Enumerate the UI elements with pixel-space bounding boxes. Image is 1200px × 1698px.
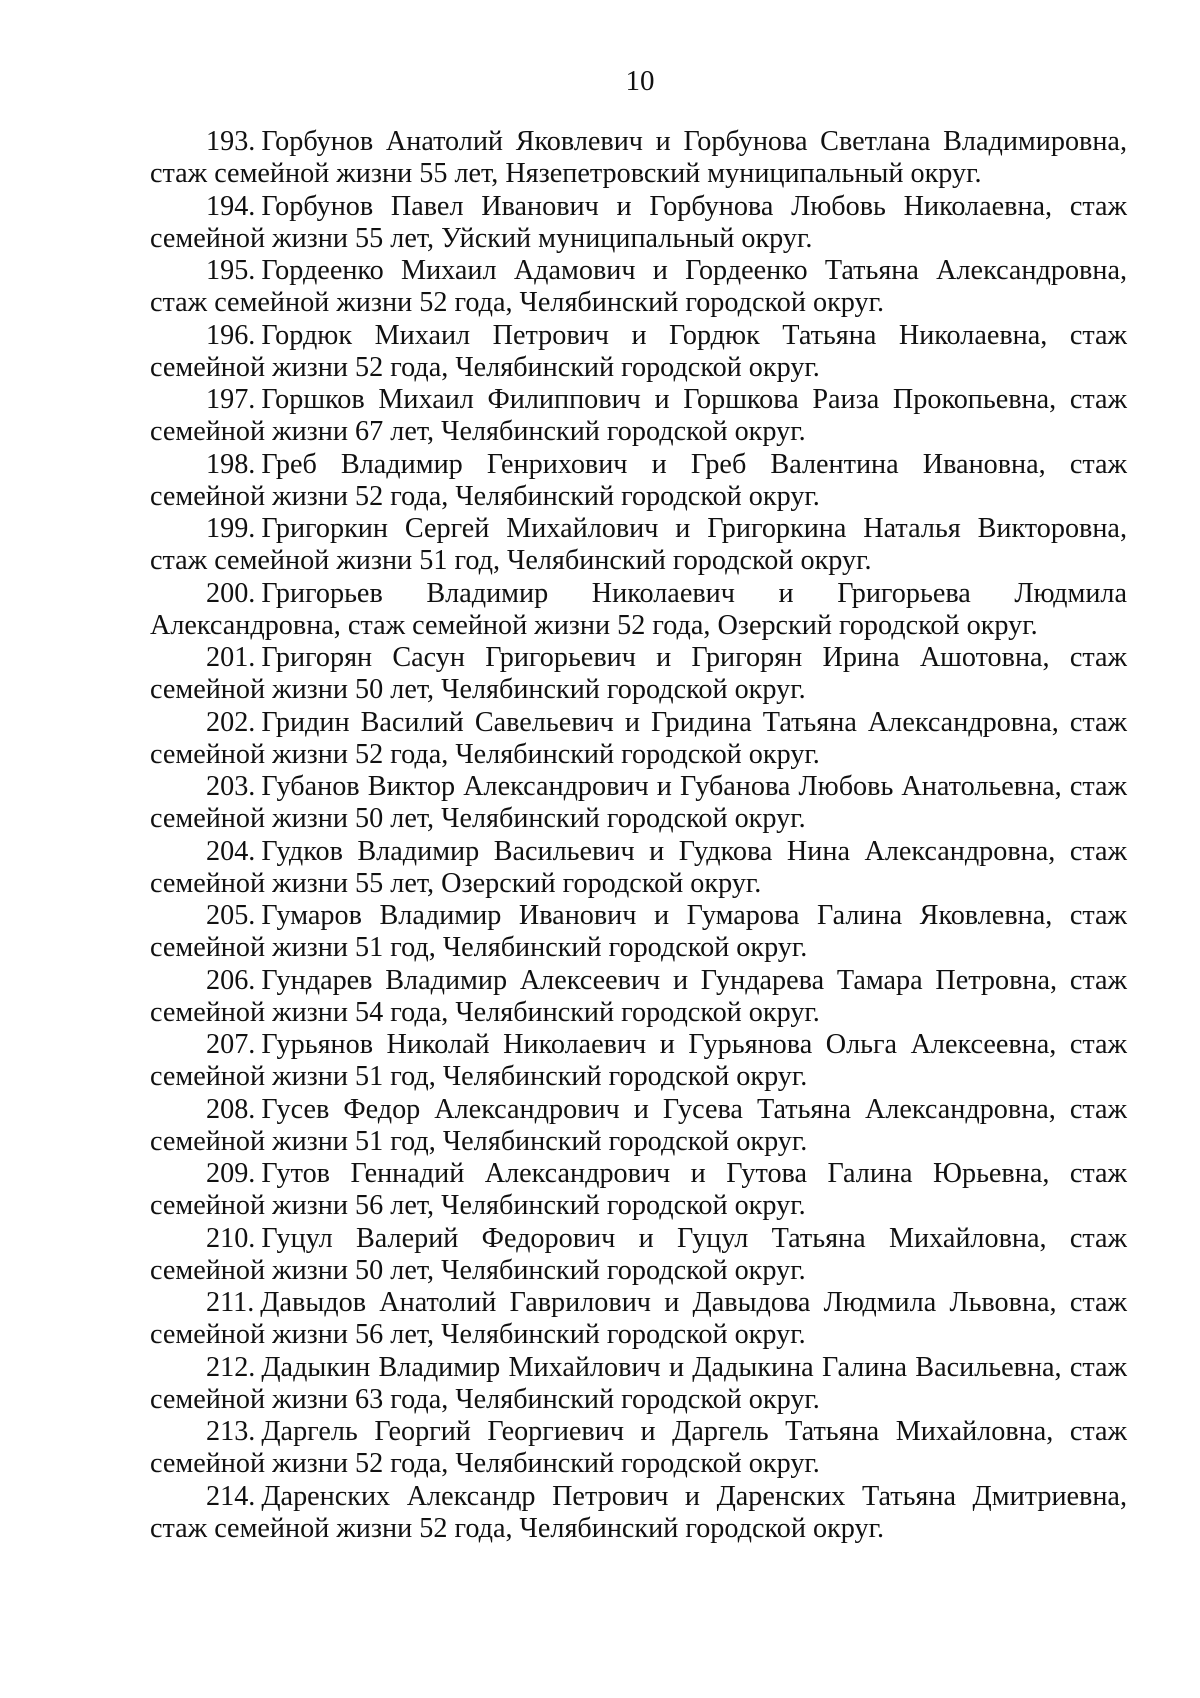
list-item	[150, 1094, 1127, 1158]
list-item	[150, 1287, 1127, 1351]
entry-number: 214.	[206, 1480, 256, 1512]
entry-number: 195.	[206, 255, 256, 286]
entry-number: 210.	[206, 1222, 256, 1254]
list-item	[150, 191, 1127, 255]
entry-text: Гордюк Михаил Петрович и Гордюк Татьяна Николаевна, стаж семейной жизни 52 года, Челябинский городской округ.	[150, 319, 1127, 383]
entry-number: 196.	[206, 319, 256, 351]
entry-text: Гутов Геннадий Александрович и Гутова Галина Юрьевна, стаж семейной жизни 56 лет, Челябинский городской округ.	[150, 1158, 1127, 1221]
list-item	[150, 965, 1127, 1029]
entry-text: Горшков Михаил Филиппович и Горшкова Раиза Прокопьевна, стаж семейной жизни 67 лет, Челябинский городской округ.	[150, 384, 1127, 447]
entry-number: 212.	[206, 1351, 256, 1383]
entry-text: Гридин Василий Савельевич и Гридина Татьяна Александровна, стаж семейной жизни 52 года, Челябинский городской округ.	[150, 706, 1127, 770]
entry-text: Горбунов Павел Иванович и Горбунова Любовь Николаевна, стаж семейной жизни 55 лет, Уйский муниципальный округ.	[150, 190, 1127, 254]
list-item	[150, 771, 1127, 835]
list-item	[150, 255, 1127, 319]
entry-text: Гундарев Владимир Алексеевич и Гундарева Тамара Петровна, стаж семейной жизни 54 года, Челябинский городской округ.	[150, 964, 1127, 1028]
entry-text: Гумаров Владимир Иванович и Гумарова Галина Яковлевна, стаж семейной жизни 51 год, Челябинский городской округ.	[150, 900, 1127, 963]
entry-text: Дадыкин Владимир Михайлович и Дадыкина Галина Васильевна, стаж семейной жизни 63 года, Челябинский городской округ.	[150, 1351, 1127, 1415]
entry-number: 197.	[206, 384, 256, 415]
list-item	[150, 707, 1127, 771]
entry-text: Гурьянов Николай Николаевич и Гурьянова Ольга Алексеевна, стаж семейной жизни 51 год, Челябинский городской округ.	[150, 1029, 1127, 1092]
entry-text: Гудков Владимир Васильевич и Гудкова Нина Александровна, стаж семейной жизни 55 лет, Озерский городской округ.	[150, 835, 1127, 899]
list-item	[150, 836, 1127, 900]
entry-number: 206.	[206, 964, 256, 996]
entry-number: 208.	[206, 1093, 256, 1125]
entry-number: 193.	[206, 126, 256, 157]
entry-number: 209.	[206, 1158, 256, 1189]
entry-text: Григорьев Владимир Николаевич и Григорьева Людмила Александровна, стаж семейной жизни 52 года, Озерский городской округ.	[150, 577, 1127, 641]
entry-list	[150, 126, 1127, 1545]
list-item	[150, 1029, 1127, 1093]
entry-number: 213.	[206, 1416, 256, 1447]
list-item	[150, 1481, 1127, 1545]
entry-text: Гусев Федор Александрович и Гусева Татьяна Александровна, стаж семейной жизни 51 год, Челябинский городской округ.	[150, 1093, 1127, 1157]
list-item	[150, 1416, 1127, 1480]
entry-number: 199.	[206, 513, 256, 544]
list-item	[150, 1223, 1127, 1287]
entry-text: Григорян Сасун Григорьевич и Григорян Ирина Ашотовна, стаж семейной жизни 50 лет, Челябинский городской округ.	[150, 642, 1127, 705]
entry-text: Горбунов Анатолий Яковлевич и Горбунова Светлана Владимировна, стаж семейной жизни 55 лет, Нязепетровский муниципальный округ.	[150, 126, 1127, 189]
entry-number: 205.	[206, 900, 256, 931]
page-number: 10	[625, 65, 655, 97]
list-item	[150, 126, 1127, 190]
list-item	[150, 578, 1127, 642]
entry-number: 204.	[206, 835, 256, 867]
entry-number: 201.	[206, 642, 256, 673]
list-item	[150, 900, 1127, 964]
list-item	[150, 1158, 1127, 1222]
entry-text: Даренских Александр Петрович и Даренских Татьяна Дмитриевна, стаж семейной жизни 52 года, Челябинский городской округ.	[150, 1480, 1127, 1544]
entry-number: 203.	[206, 771, 256, 802]
entry-number: 211.	[206, 1287, 255, 1318]
entry-text: Давыдов Анатолий Гаврилович и Давыдова Людмила Львовна, стаж семейной жизни 56 лет, Челябинский городской округ.	[150, 1287, 1127, 1350]
list-item	[150, 384, 1127, 448]
list-item	[150, 513, 1127, 577]
entry-number: 207.	[206, 1029, 256, 1060]
entry-text: Даргель Георгий Георгиевич и Даргель Татьяна Михайловна, стаж семейной жизни 52 года, Челябинский городской округ.	[150, 1416, 1127, 1479]
list-item	[150, 449, 1127, 513]
entry-number: 198.	[206, 448, 256, 480]
entry-number: 200.	[206, 577, 256, 609]
list-item	[150, 642, 1127, 706]
list-item	[150, 320, 1127, 384]
entry-text: Гордеенко Михаил Адамович и Гордеенко Татьяна Александровна, стаж семейной жизни 52 года, Челябинский городской округ.	[150, 255, 1127, 318]
entry-number: 194.	[206, 190, 256, 222]
entry-text: Губанов Виктор Александрович и Губанова Любовь Анатольевна, стаж семейной жизни 50 лет, Челябинский городской округ.	[150, 771, 1127, 834]
entry-number: 202.	[206, 706, 256, 738]
list-item	[150, 1352, 1127, 1416]
entry-text: Греб Владимир Генрихович и Греб Валентина Ивановна, стаж семейной жизни 52 года, Челябинский городской округ.	[150, 448, 1127, 512]
entry-text: Григоркин Сергей Михайлович и Григоркина Наталья Викторовна, стаж семейной жизни 51 год, Челябинский городской округ.	[150, 513, 1127, 576]
entry-text: Гуцул Валерий Федорович и Гуцул Татьяна Михайловна, стаж семейной жизни 50 лет, Челябинский городской округ.	[150, 1222, 1127, 1286]
